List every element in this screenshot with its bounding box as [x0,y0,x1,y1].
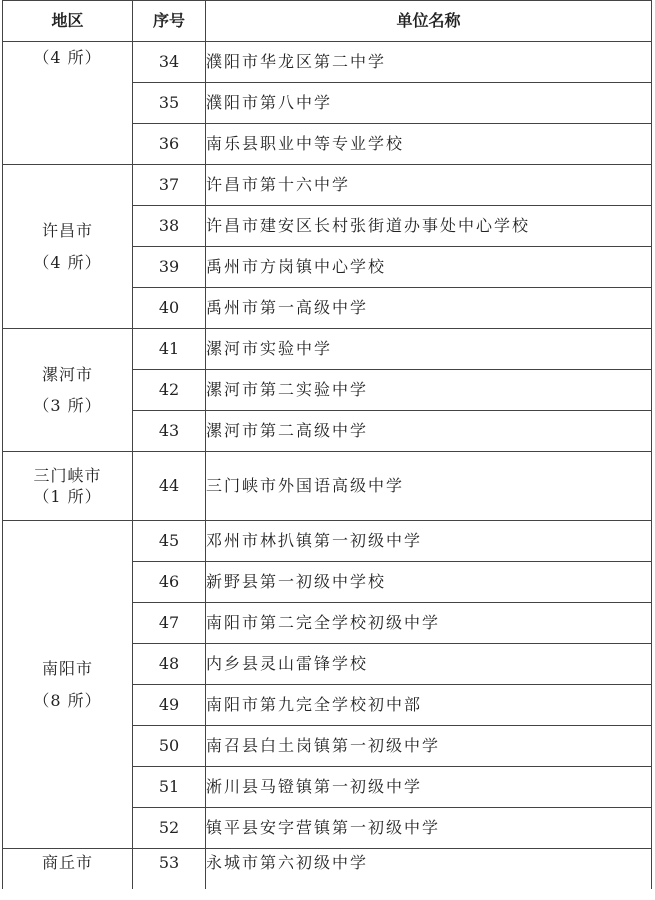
seq-cell: 42 [133,370,206,411]
table-row [3,452,652,521]
name-cell: 许昌市第十六中学 [206,165,652,206]
header-region: 地区 [3,1,133,42]
region-count: （8 所） [33,690,102,710]
seq-cell: 40 [133,288,206,329]
name-cell: 内乡县灵山雷锋学校 [206,644,652,685]
region-name: 三门峡市 [33,465,102,485]
name-cell: 漯河市第二实验中学 [206,370,652,411]
seq-cell: 53 [133,849,206,890]
region-cell [3,329,133,452]
seq-cell: 41 [133,329,206,370]
seq-cell: 45 [133,521,206,562]
seq-cell: 39 [133,247,206,288]
region-count: （4 所） [33,48,102,67]
name-cell: 淅川县马镫镇第一初级中学 [206,767,652,808]
seq-cell: 35 [133,83,206,124]
header-seq: 序号 [133,1,206,42]
seq-cell: 47 [133,603,206,644]
name-cell: 濮阳市华龙区第二中学 [206,42,652,83]
seq-cell: 36 [133,124,206,165]
name-cell: 漯河市第二高级中学 [206,411,652,452]
seq-cell: 49 [133,685,206,726]
region-count: （4 所） [33,252,102,272]
name-cell: 漯河市实验中学 [206,329,652,370]
table-row [3,849,652,890]
region-cell [3,849,133,890]
table-row [3,329,652,370]
table-row [3,42,652,83]
seq-cell: 46 [133,562,206,603]
table-row [3,165,652,206]
region-cell [3,521,133,849]
name-cell: 南阳市第二完全学校初级中学 [206,603,652,644]
region-count: （3 所） [33,396,102,415]
name-cell: 南召县白土岗镇第一初级中学 [206,726,652,767]
name-cell: 新野县第一初级中学校 [206,562,652,603]
name-cell: 永城市第六初级中学 [206,849,652,890]
seq-cell: 43 [133,411,206,452]
name-cell: 邓州市林扒镇第一初级中学 [206,521,652,562]
name-cell: 许昌市建安区长村张街道办事处中心学校 [206,206,652,247]
region-cell [3,165,133,329]
name-cell: 濮阳市第八中学 [206,83,652,124]
seq-cell: 48 [133,644,206,685]
name-cell: 南乐县职业中等专业学校 [206,124,652,165]
region-name: 南阳市 [41,659,93,679]
name-cell: 禹州市第一高级中学 [206,288,652,329]
seq-cell: 44 [133,452,206,521]
school-list-table [2,0,652,890]
region-name: 漯河市 [41,364,93,384]
name-cell: 禹州市方岗镇中心学校 [206,247,652,288]
name-cell: 镇平县安字营镇第一初级中学 [206,808,652,849]
region-cell [3,452,133,521]
seq-cell: 50 [133,726,206,767]
name-cell: 南阳市第九完全学校初中部 [206,685,652,726]
region-name: 许昌市 [41,221,93,241]
seq-cell: 34 [133,42,206,83]
name-cell: 三门峡市外国语高级中学 [206,452,652,521]
header-row [3,1,652,42]
seq-cell: 52 [133,808,206,849]
region-name: 商丘市 [41,853,93,872]
seq-cell: 51 [133,767,206,808]
region-count: （1 所） [33,487,102,506]
header-name: 单位名称 [206,1,652,42]
region-cell [3,42,133,165]
table-row [3,521,652,562]
seq-cell: 37 [133,165,206,206]
seq-cell: 38 [133,206,206,247]
